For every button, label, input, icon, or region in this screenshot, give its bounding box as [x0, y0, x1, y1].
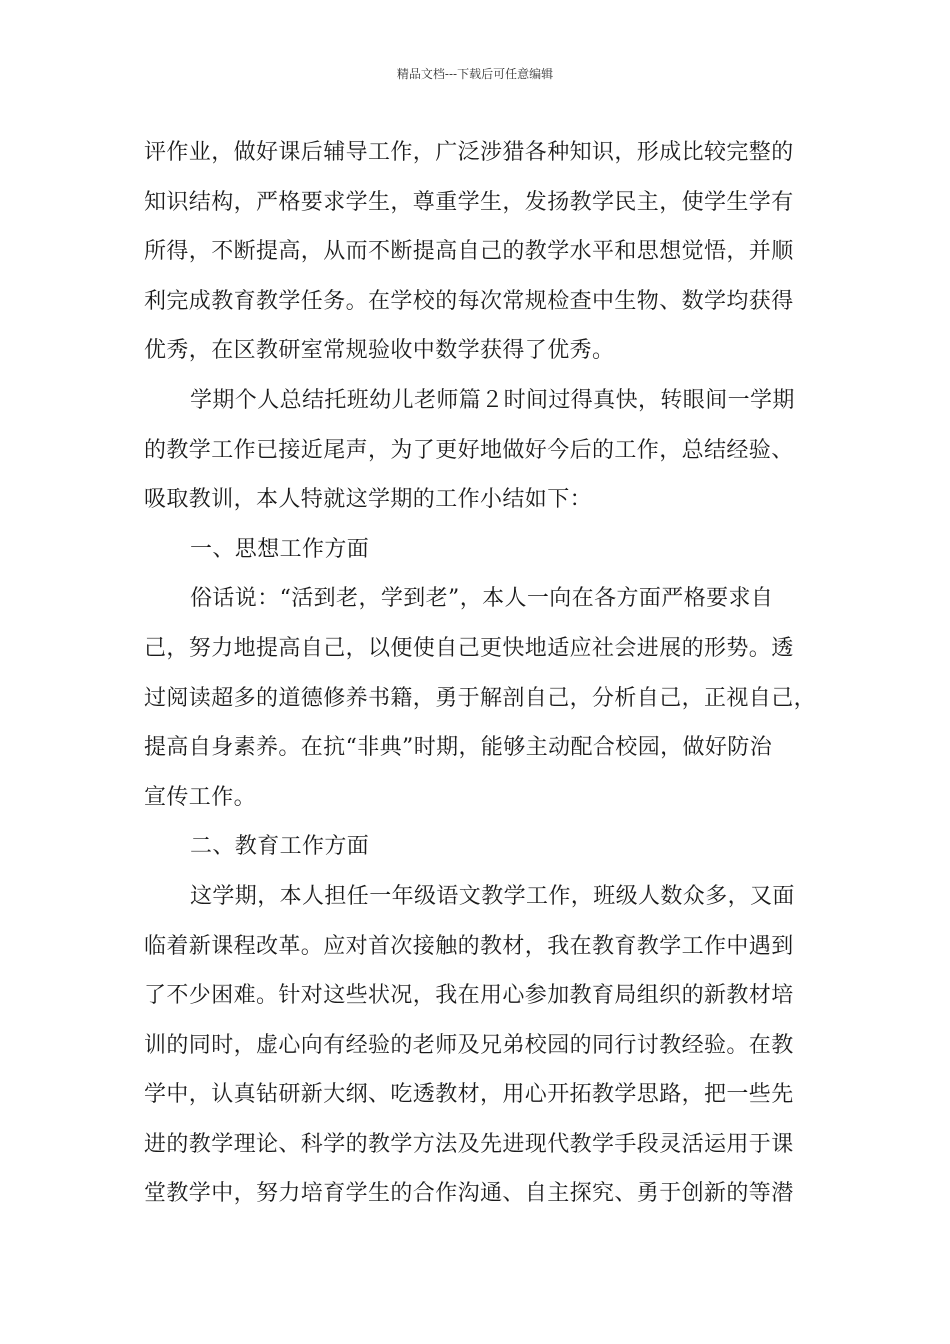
document-body: [144, 128, 817, 1219]
text-line: 训的同时，虚心向有经验的老师及兄弟校园的同行讨教经验。在教: [144, 1032, 794, 1058]
text-line: 吸取教训，本人特就这学期的工作小结如下：: [144, 487, 593, 513]
paragraph-start-line: 俗话说：“活到老，学到老”，本人一向在各方面严格要求自: [190, 586, 774, 612]
text-line: 临着新课程改革。应对首次接触的教材，我在教育教学工作中遇到: [144, 933, 794, 959]
text-line: 了不少困难。针对这些状况，我在用心参加教育局组织的新教材培: [144, 983, 794, 1009]
text-line: 所得，不断提高，从而不断提高自己的教学水平和思想觉悟，并顺: [144, 239, 794, 265]
text-line: 优秀，在区教研室常规验收中数学获得了优秀。: [144, 338, 615, 364]
text-line: 学中，认真钻研新大纲、吃透教材，用心开拓教学思路，把一些先: [144, 1082, 794, 1108]
text-line: 宣传工作。: [144, 784, 257, 810]
text-line: 己，努力地提高自己，以便使自己更快地适应社会进展的形势。透: [144, 635, 794, 661]
text-line: 过阅读超多的道德修养书籍，勇于解剖自己，分析自己，正视自己，: [144, 685, 817, 711]
text-line: 利完成教育教学任务。在学校的每次常规检查中生物、数学均获得: [144, 288, 794, 314]
text-line: 评作业，做好课后辅导工作，广泛涉猎各种知识，形成比较完整的: [144, 140, 794, 165]
section-heading: 二、教育工作方面: [190, 834, 370, 860]
text-line: 堂教学中，努力培育学生的合作沟通、自主探究、勇于创新的等潜: [144, 1181, 794, 1207]
text-line: 知识结构，严格要求学生，尊重学生，发扬教学民主，使学生学有: [144, 189, 794, 215]
text-line: 进的教学理论、科学的教学方法及先进现代教学手段灵活运用于课: [144, 1131, 794, 1157]
text-line: 提高自身素养。在抗“非典”时期，能够主动配合校园，做好防治: [144, 735, 773, 761]
text-line: 的教学工作已接近尾声，为了更好地做好今后的工作，总结经验、: [144, 437, 794, 463]
page-header: 精品文档---下载后可任意编辑: [396, 67, 554, 81]
paragraph-start-line: 学期个人总结托班幼儿老师篇２时间过得真快，转眼间一学期: [190, 387, 795, 413]
section-heading: 一、思想工作方面: [190, 536, 370, 562]
paragraph-start-line: 这学期，本人担任一年级语文教学工作，班级人数众多，又面: [190, 883, 795, 909]
